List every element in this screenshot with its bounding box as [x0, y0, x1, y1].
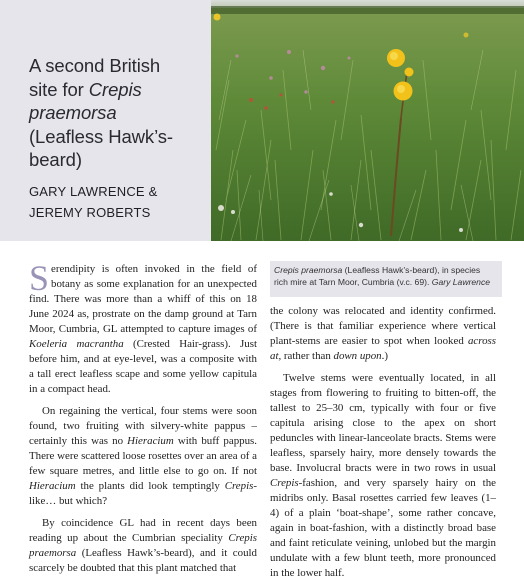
author-name: JEREMY ROBERTS	[29, 205, 151, 220]
photo-credit: Gary Lawrence	[431, 276, 491, 287]
authors	[29, 181, 157, 223]
text-column-right	[270, 304, 496, 581]
drop-cap: S	[29, 258, 50, 298]
paragraph: By coincidence GL had in recent days been reading up about the Cumbrian speciality Crepis praemorsa (Leafless Hawk’s-beard), and it could scarcely be doubted that this plant matched that	[29, 517, 257, 574]
paragraph: Twelve stems were eventually located, in all stages from flowering to fruiting to bitten-off, the tallest to 25–30 cm, typically with four or five capitula arising close to the apex on short peduncles with linear-lanceolate bracts. Stems were leafless, sparsely hairy, more densely towards the base. Involucral bracts were in two rows in usual Crepis-fashion, and very sparsely hairy on the midribs only. Basal rosettes carried few leaves (1–4) of a plain ‘boat-shape’, some rather concave, again in boat-fashion, with a distinctly broad base and faint reticulate veining, unlobed but the margin undulate with a few blunt teeth, more pronounced in the lower half.	[270, 372, 496, 579]
paragraph: On regaining the vertical, four stems were soon found, two fruiting with silvery-white pappus – certainly this was no Hieracium with buff pappus. There were scattered loose rosettes over an area of a few square metres, and little else to go on. If not Hieracium the plants did look temptingly Crepis-like… but which?	[29, 405, 257, 507]
text-column-left	[29, 258, 257, 576]
photo-caption: Crepis praemorsa (Leafless Hawk’s-beard), in species rich mire at Tarn Moor, Cumbria (v.c. 69). Gary Lawrence	[270, 261, 502, 297]
author-name: GARY LAWRENCE &	[29, 184, 158, 199]
article-photo	[211, 0, 524, 241]
article-title: A second British site for Crepis praemorsa (Leafless Hawk’s- beard)	[29, 55, 173, 170]
paragraph: Serendipity is often invoked in the field of botany as some explanation for an unexpected find. There was more than a whiff of this on 18 June 2024 as, prostrate on the damp ground at Tarn Moor, Cumbria, GL attempted to capture images of Koeleria macrantha (Crested Hair-grass). Just before him, and at eye-level, was a composite with a tall erect leafless scape and some yellow capitula in a compact head.	[29, 258, 257, 395]
paragraph: the colony was relocated and identity confirmed. (There is that familiar experience where vertical plant-stems are easier to spot when looked across at, rather than down upon.)	[270, 305, 496, 362]
